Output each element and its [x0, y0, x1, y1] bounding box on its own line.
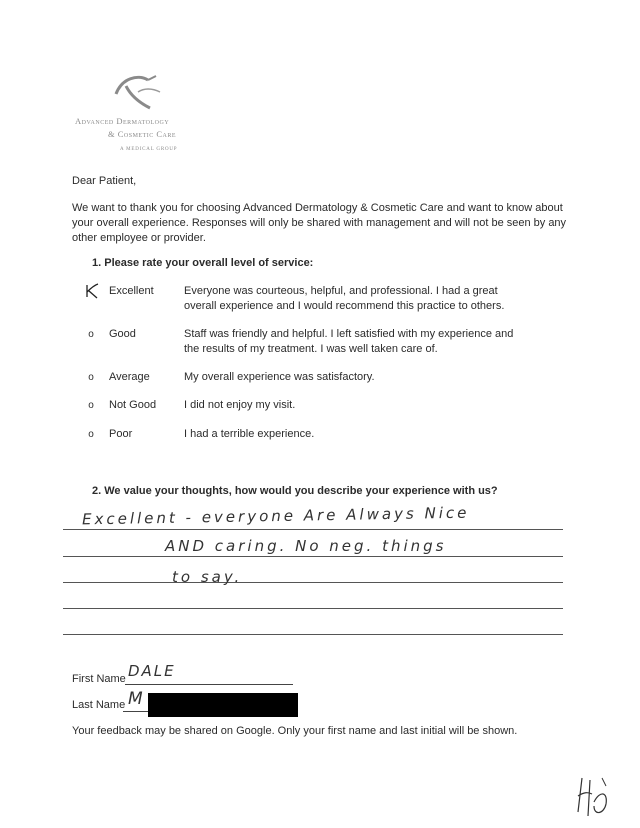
last-name-value: M: [128, 689, 146, 709]
radio-bullet[interactable]: o: [88, 429, 94, 440]
greeting: Dear Patient,: [72, 175, 137, 187]
answer-line[interactable]: [63, 608, 563, 609]
handwritten-answer-line: Excellent - everyone Are Always Nice: [81, 503, 470, 529]
option-description-line: overall experience and I would recommend this practice to others.: [184, 300, 505, 312]
logo-line-2: & Cosmetic Care: [108, 129, 177, 139]
handwritten-answer-line: AND caring. No neg. things: [165, 537, 447, 555]
option-description: [184, 398, 295, 413]
feedback-notice: Your feedback may be shared on Google. Only your first name and last initial will be shown.: [72, 725, 518, 737]
option-label: Poor: [109, 428, 133, 440]
handwritten-initials-icon: [572, 772, 614, 820]
redaction-box: [148, 693, 298, 717]
option-description: [184, 284, 504, 314]
answer-line[interactable]: [63, 634, 563, 635]
question-2-title: 2. We value your thoughts, how would you describe your experience with us?: [92, 485, 498, 497]
option-description-line: Staff was friendly and helpful. I left satisfied with my experience and: [184, 328, 514, 340]
option-label: Good: [109, 328, 136, 340]
first-name-label: First Name: [72, 673, 126, 685]
radio-bullet[interactable]: o: [88, 372, 94, 383]
handwritten-check-icon: [84, 283, 102, 299]
intro-line: We want to thank you for choosing Advanced Dermatology & Cosmetic Care and want to know about: [72, 202, 563, 214]
option-description-line: the results of my treatment. I was well taken care of.: [184, 343, 438, 355]
option-description: [184, 370, 375, 385]
option-description-line: I had a terrible experience.: [184, 428, 315, 440]
option-description: [184, 327, 513, 357]
option-description-line: My overall experience was satisfactory.: [184, 371, 375, 383]
first-name-field[interactable]: [125, 684, 293, 685]
radio-bullet[interactable]: o: [88, 329, 94, 340]
last-name-label: Last Name: [72, 699, 126, 711]
first-name-value: DALE: [128, 662, 176, 680]
option-label: Not Good: [109, 399, 157, 411]
option-description-line: Everyone was courteous, helpful, and professional. I had a great: [184, 285, 498, 297]
option-label: Average: [109, 371, 150, 383]
question-1-title: 1. Please rate your overall level of service:: [92, 257, 314, 269]
intro-line: your overall experience. Responses will only be shared with management and will not be seen by any: [72, 217, 567, 229]
intro-line: other employee or provider.: [72, 232, 206, 244]
option-description-line: I did not enjoy my visit.: [184, 399, 296, 411]
logo-line-3: A MEDICAL GROUP: [120, 147, 178, 152]
option-description: [184, 427, 314, 442]
option-label: Excellent: [109, 285, 154, 297]
answer-line[interactable]: [63, 529, 563, 530]
logo-line-1: Advanced Dermatology: [75, 116, 170, 126]
logo-mark-icon: [108, 72, 168, 112]
answer-line[interactable]: [63, 582, 563, 583]
handwritten-answer-line: to say.: [172, 568, 243, 586]
answer-line[interactable]: [63, 556, 563, 557]
intro-paragraph: [72, 201, 572, 246]
radio-bullet[interactable]: o: [88, 400, 94, 411]
